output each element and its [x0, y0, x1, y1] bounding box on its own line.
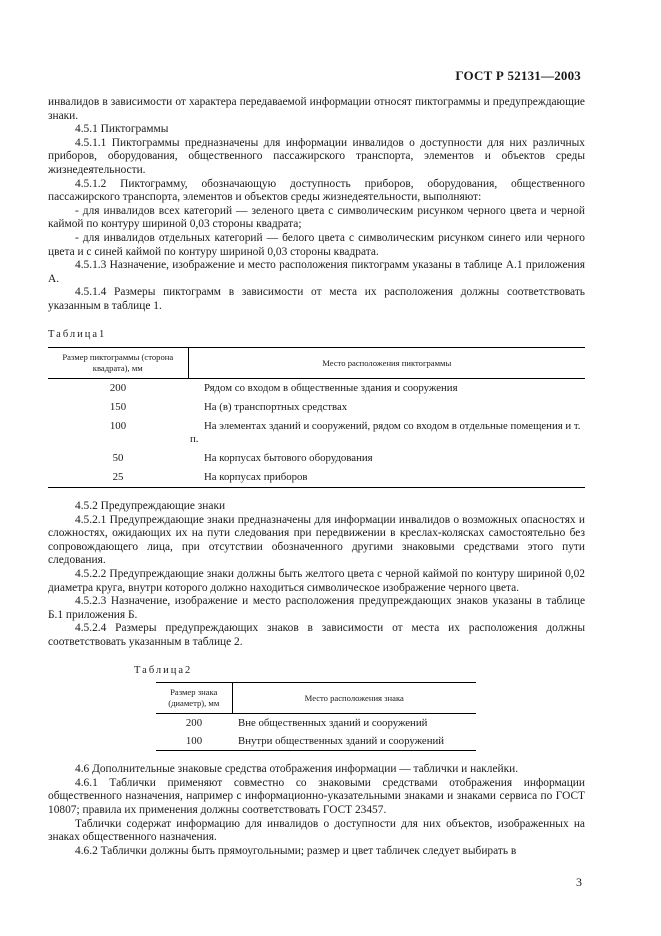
- table-cell-size: 100: [109, 420, 127, 433]
- page-body: [48, 96, 585, 858]
- table-cell-size: 25: [48, 468, 188, 488]
- paragraph: 4.5.2.3 Назначение, изображение и место расположения предупреждающих знаков указаны в таблице Б.1 приложения Б.: [48, 595, 585, 621]
- table-row: [48, 449, 585, 468]
- table-cell-place: Внутри общественных зданий и сооружений: [232, 732, 476, 751]
- table1-label: Таблица1: [48, 328, 107, 340]
- table-cell-size: 200: [185, 717, 203, 730]
- table-row: [48, 417, 585, 449]
- document-code-header: ГОСТ Р 52131—2003: [455, 68, 581, 83]
- table2-col-size-header: Размер знака (диаметр), мм: [156, 683, 232, 714]
- table-cell-place: На корпусах приборов: [188, 468, 585, 488]
- paragraph: Таблички содержат информацию для инвалидов о доступности для них объектов, изображенных на знаках общественного назначения.: [48, 817, 585, 844]
- table-row: [48, 379, 585, 399]
- table2-col-place-header: Место расположения знака: [232, 683, 476, 714]
- paragraph: 4.5.1.3 Назначение, изображение и место расположения пиктограмм указаны в таблице А.1 приложения А.: [48, 259, 585, 285]
- table1: [48, 347, 585, 488]
- table-cell-place: На корпусах бытового оборудования: [204, 452, 373, 465]
- table-row: [48, 468, 585, 488]
- table-row: [156, 732, 476, 751]
- table-cell-place: Рядом со входом в общественные здания и сооружения: [204, 382, 458, 395]
- paragraph: 4.6.1 Таблички применяют совместно со знаковыми средствами отображения информации общественного назначения, например с информационно-указательными знаками и знаками сервиса по ГОСТ 10807; правила их применения должны соответствовать ГОСТ 23457.: [48, 776, 585, 816]
- paragraph: 4.5.1.2 Пиктограмму, обозначающую доступность приборов, оборудования, общественного пассажирского транспорта, элементов и объектов среды жизнедеятельности, выполняют:: [48, 177, 585, 204]
- page-number: 3: [576, 875, 582, 889]
- section-heading: 4.6 Дополнительные знаковые средства отображения информации — таблички и наклейки.: [75, 763, 519, 776]
- table2: [156, 682, 476, 751]
- table-cell-size: 50: [112, 452, 124, 465]
- table-cell-size: 200: [109, 382, 127, 395]
- paragraph: 4.5.2.1 Предупреждающие знаки предназначены для информации инвалидов о возможных опасностях и сложностях, ожидающих их на пути следования при передвижении в креслах-колясках самостоятельно без сопровождающего лица, при отсутствии обозначенного другими знаковыми средствами этого пути следования.: [48, 513, 585, 567]
- table-cell-place: Вне общественных зданий и сооружений: [238, 717, 428, 730]
- paragraph: 4.5.1.4 Размеры пиктограмм в зависимости от места их расположения должны соответствовать указанным в таблице 1.: [48, 286, 585, 312]
- section-heading: 4.5.2 Предупреждающие знаки: [75, 500, 226, 513]
- paragraph: 4.5.1.1 Пиктограммы предназначены для информации инвалидов о доступности для них различных приборов, оборудования, общественного пассажирского транспорта, элементов и объектов среды жизнедеятельности.: [48, 136, 585, 176]
- table1-col-size-header: Размер пиктограммы (сторона квадрата), мм: [48, 348, 188, 379]
- paragraph: 4.5.2.4 Размеры предупреждающих знаков в зависимости от места их расположения должны соответствовать указанным в таблице 2.: [48, 622, 585, 649]
- list-item: - для инвалидов всех категорий — зеленого цвета с символическим рисунком черного цвета и черной каймой по контуру шириной 0,03 стороны квадрата;: [48, 204, 585, 231]
- paragraph: 4.6.2 Таблички должны быть прямоугольными; размер и цвет табличек следует выбирать в: [75, 844, 517, 857]
- table1-col-place-header: Место расположения пиктограммы: [188, 348, 585, 379]
- section-heading: 4.5.1 Пиктограммы: [75, 123, 169, 136]
- list-item: - для инвалидов отдельных категорий — белого цвета с символическим рисунком синего или черного цвета и с синей каймой по контуру шириной 0,03 стороны квадрата.: [48, 231, 585, 258]
- table-cell-size: 150: [109, 401, 127, 414]
- table-cell-place: На элементах зданий и сооружений, рядом со входом в отдельные помещения и т. п.: [190, 420, 581, 446]
- table2-label: Таблица2: [134, 664, 193, 676]
- table-row: [48, 398, 585, 417]
- paragraph: 4.5.2.2 Предупреждающие знаки должны быть желтого цвета с черной каймой по контуру шириной 0,02 диаметра круга, внутри которого должно находиться символическое изображение черного цвета.: [48, 568, 585, 594]
- table1-header-row: [48, 348, 585, 379]
- table-row: [156, 714, 476, 733]
- table2-header-row: [156, 683, 476, 714]
- paragraph: инвалидов в зависимости от характера передаваемой информации относят пиктограммы и предупреждающие знаки.: [48, 96, 585, 122]
- table-cell-size: 100: [156, 732, 232, 751]
- table-cell-place: На (в) транспортных средствах: [204, 401, 348, 414]
